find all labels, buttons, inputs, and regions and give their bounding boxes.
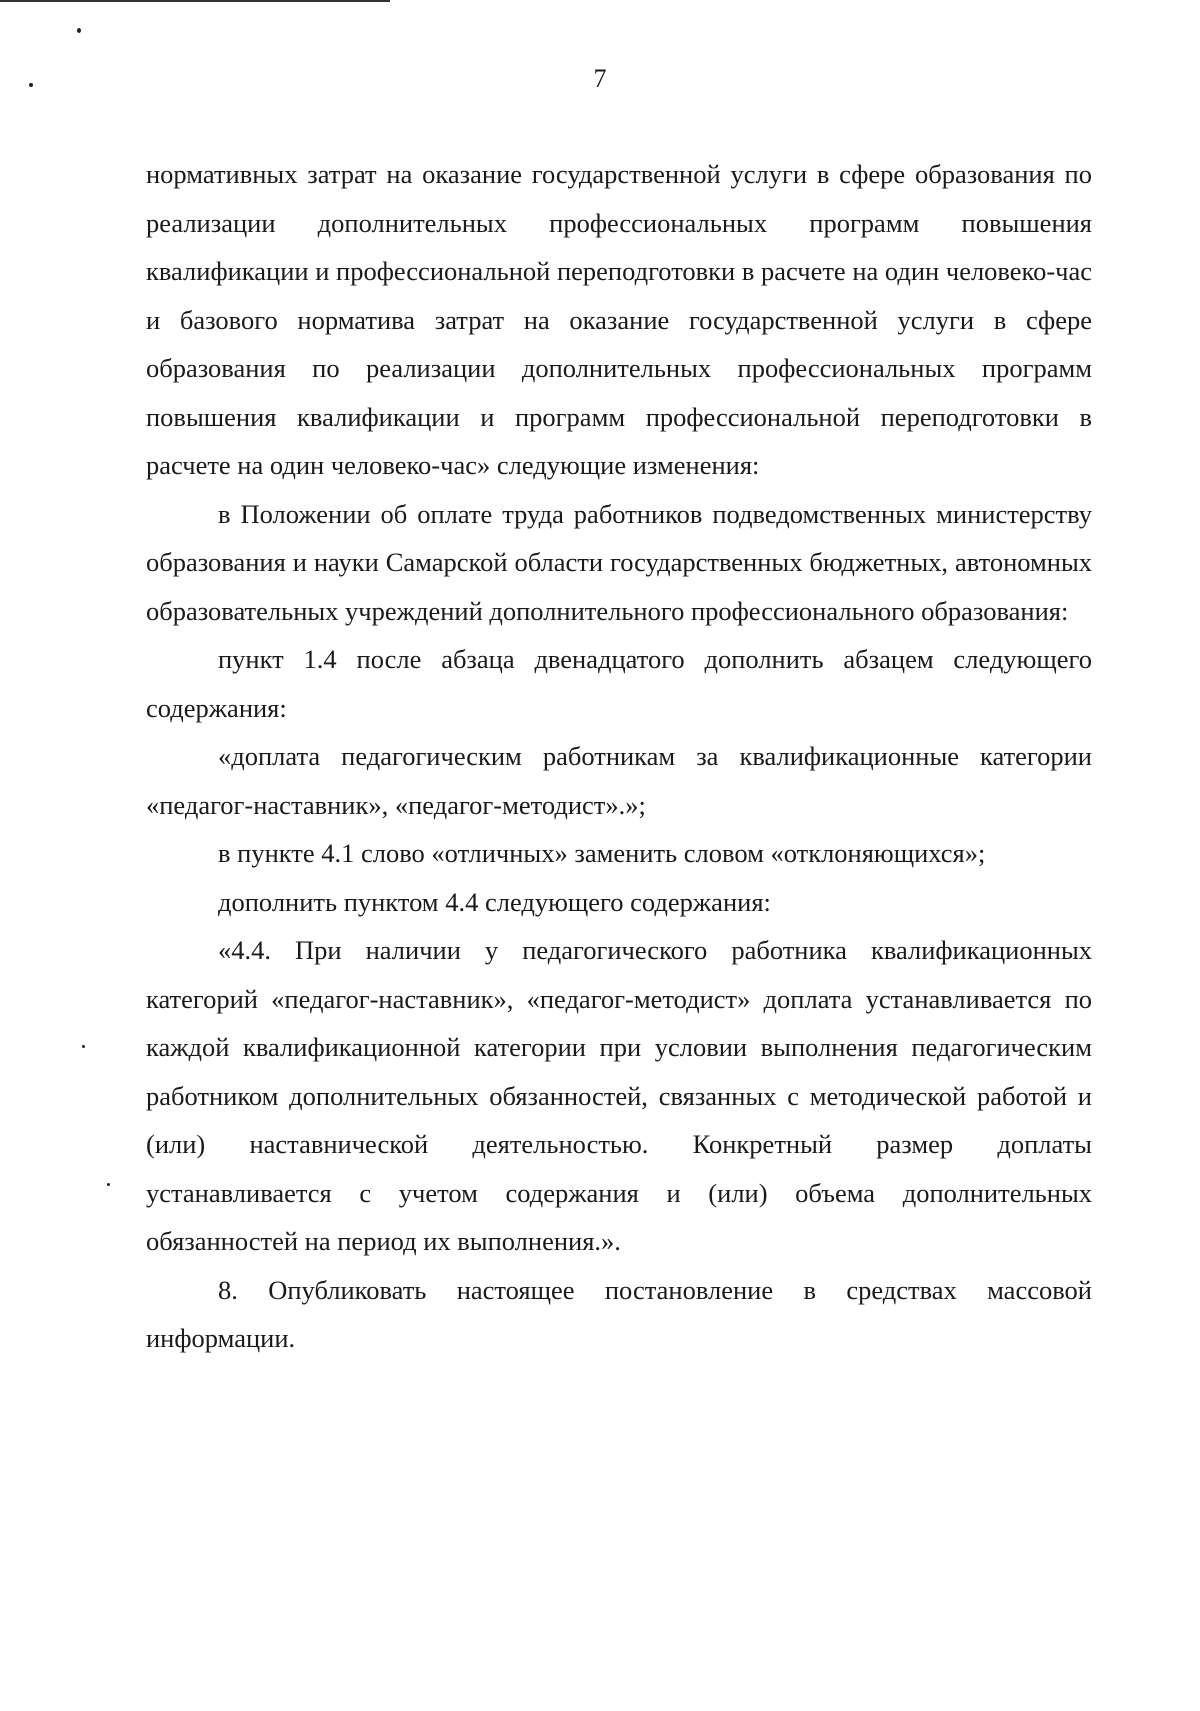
document-body xyxy=(146,150,1092,1363)
scan-speck xyxy=(107,1183,110,1186)
paragraph-add-4-4: дополнить пунктом 4.4 следующего содержания: xyxy=(218,886,771,917)
scan-speck xyxy=(82,1045,85,1048)
paragraph-continuation: нормативных затрат на оказание государственной услуги в сфере образования по реализации дополнительных профессиональных программ повышения квалификации и профессиональной переподготовки в расчете на один человеко-час и базового норматива затрат на оказание государственной услуги в сфере образования по реализации дополнительных профессиональных программ повышения квалификации и программ профессиональной переподготовки в расчете на один человеко-час» следующие изменения: xyxy=(146,159,1092,480)
page-number: 7 xyxy=(593,64,607,93)
paragraph-item-8: 8. Опубликовать настоящее постановление в средствах массовой информации. xyxy=(146,1274,1092,1353)
paragraph-regulation: в Положении об оплате труда работников подведомственных министерству образования и науки Самарской области государственных бюджетных, автономных образовательных учреждений дополнительного профессионального образования: xyxy=(146,498,1092,626)
paragraph-quote-4-4: «4.4. При наличии у педагогического работника квалификационных категорий «педагог-наставник», «педагог-методист» доплата устанавливается по каждой квалификационной категории при условии выполнения педагогическим работником дополнительных обязанностей, связанных с методической работой и (или) наставнической деятельностью. Конкретный размер доплаты устанавливается с учетом содержания и (или) объема дополнительных обязанностей на период их выполнения.». xyxy=(146,935,1092,1256)
scan-edge-line xyxy=(0,0,390,2)
scan-speck xyxy=(77,28,81,33)
paragraph-item-1-4: пункт 1.4 после абзаца двенадцатого дополнить абзацем следующего содержания: xyxy=(146,644,1092,723)
paragraph-quote-surcharge: «доплата педагогическим работникам за квалификационные категории «педагог-наставник», «педагог-методист».»; xyxy=(146,741,1092,820)
paragraph-item-4-1: в пункте 4.1 слово «отличных» заменить словом «отклоняющихся»; xyxy=(218,838,986,868)
